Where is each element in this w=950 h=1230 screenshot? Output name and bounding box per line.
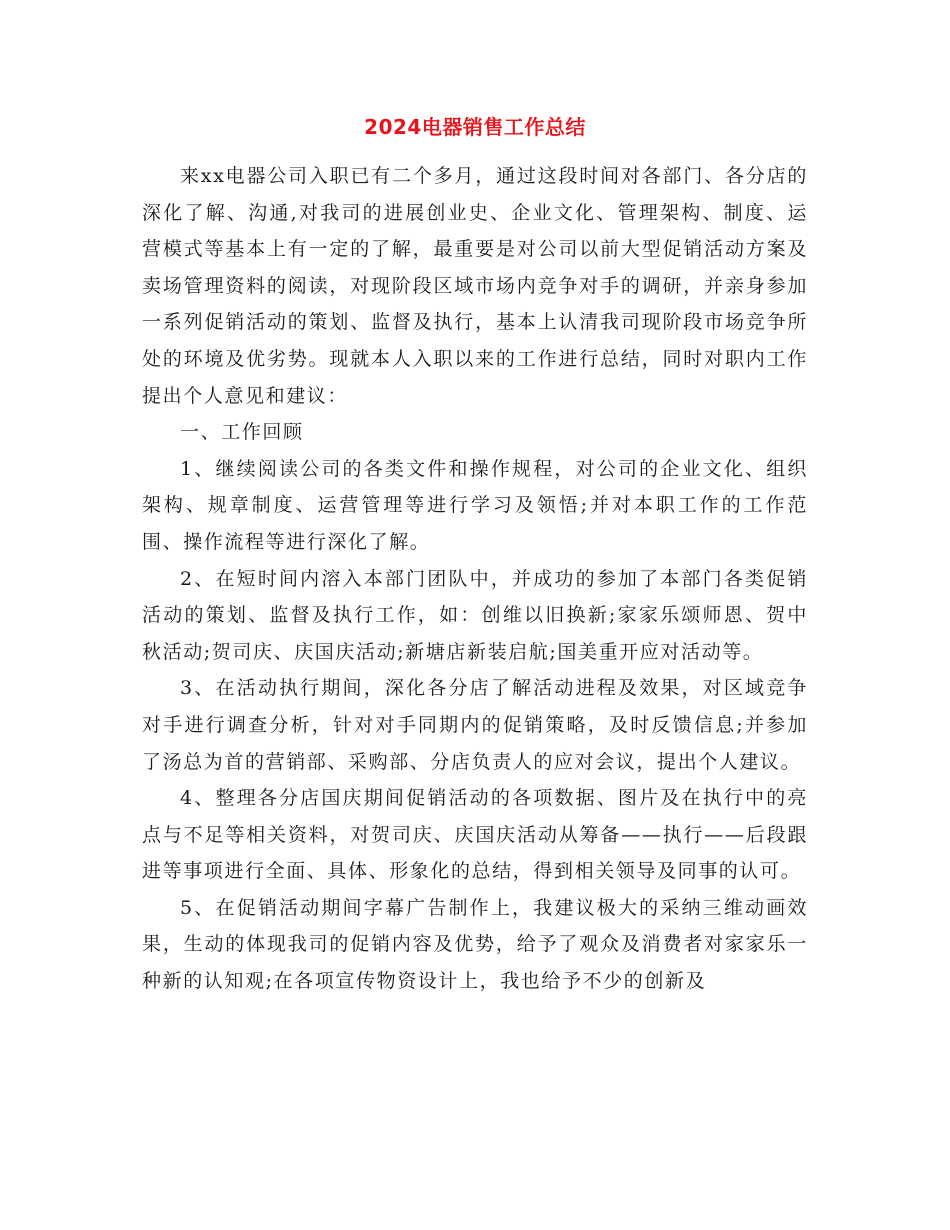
- document-body: [142, 158, 808, 1000]
- review-item-2: 2、在短时间内溶入本部门团队中，并成功的参加了本部门各类促销活动的策划、监督及执行工作，如：创维以旧换新;家家乐颂师恩、贺中秋活动;贺司庆、庆国庆活动;新塘店新装启航;国美重开应对活动等。: [142, 567, 808, 663]
- document-title: 2024电器销售工作总结: [364, 115, 586, 139]
- review-item-3: 3、在活动执行期间，深化各分店了解活动进程及效果，对区域竞争对手进行调查分析，针对对手同期内的促销策略，及时反馈信息;并参加了汤总为首的营销部、采购部、分店负责人的应对会议，提出个人建议。: [142, 677, 808, 773]
- review-item-1: 1、继续阅读公司的各类文件和操作规程，对公司的企业文化、组织架构、规章制度、运营管理等进行学习及领悟;并对本职工作的工作范围、操作流程等进行深化了解。: [142, 457, 808, 553]
- intro-paragraph: 来xx电器公司入职已有二个多月，通过这段时间对各部门、各分店的深化了解、沟通,对我司的进展创业史、企业文化、管理架构、制度、运营模式等基本上有一定的了解，最重要是对公司以前大型促销活动方案及卖场管理资料的阅读，对现阶段区域市场内竞争对手的调研，并亲身参加一系列促销活动的策划、监督及执行，基本上认清我司现阶段市场竞争所处的环境及优劣势。现就本人入职以来的工作进行总结，同时对职内工作提出个人意见和建议：: [142, 165, 808, 407]
- section-heading-work-review: 一、工作回顾: [180, 421, 304, 444]
- review-item-4: 4、整理各分店国庆期间促销活动的各项数据、图片及在执行中的亮点与不足等相关资料，对贺司庆、庆国庆活动从筹备——执行——后段跟进等事项进行全面、具体、形象化的总结，得到相关领导及同事的认可。: [142, 787, 808, 883]
- review-item-5: 5、在促销活动期间字幕广告制作上，我建议极大的采纳三维动画效果，生动的体现我司的促销内容及优势，给予了观众及消费者对家家乐一种新的认知观;在各项宣传物资设计上，我也给予不少的创新及: [142, 896, 808, 993]
